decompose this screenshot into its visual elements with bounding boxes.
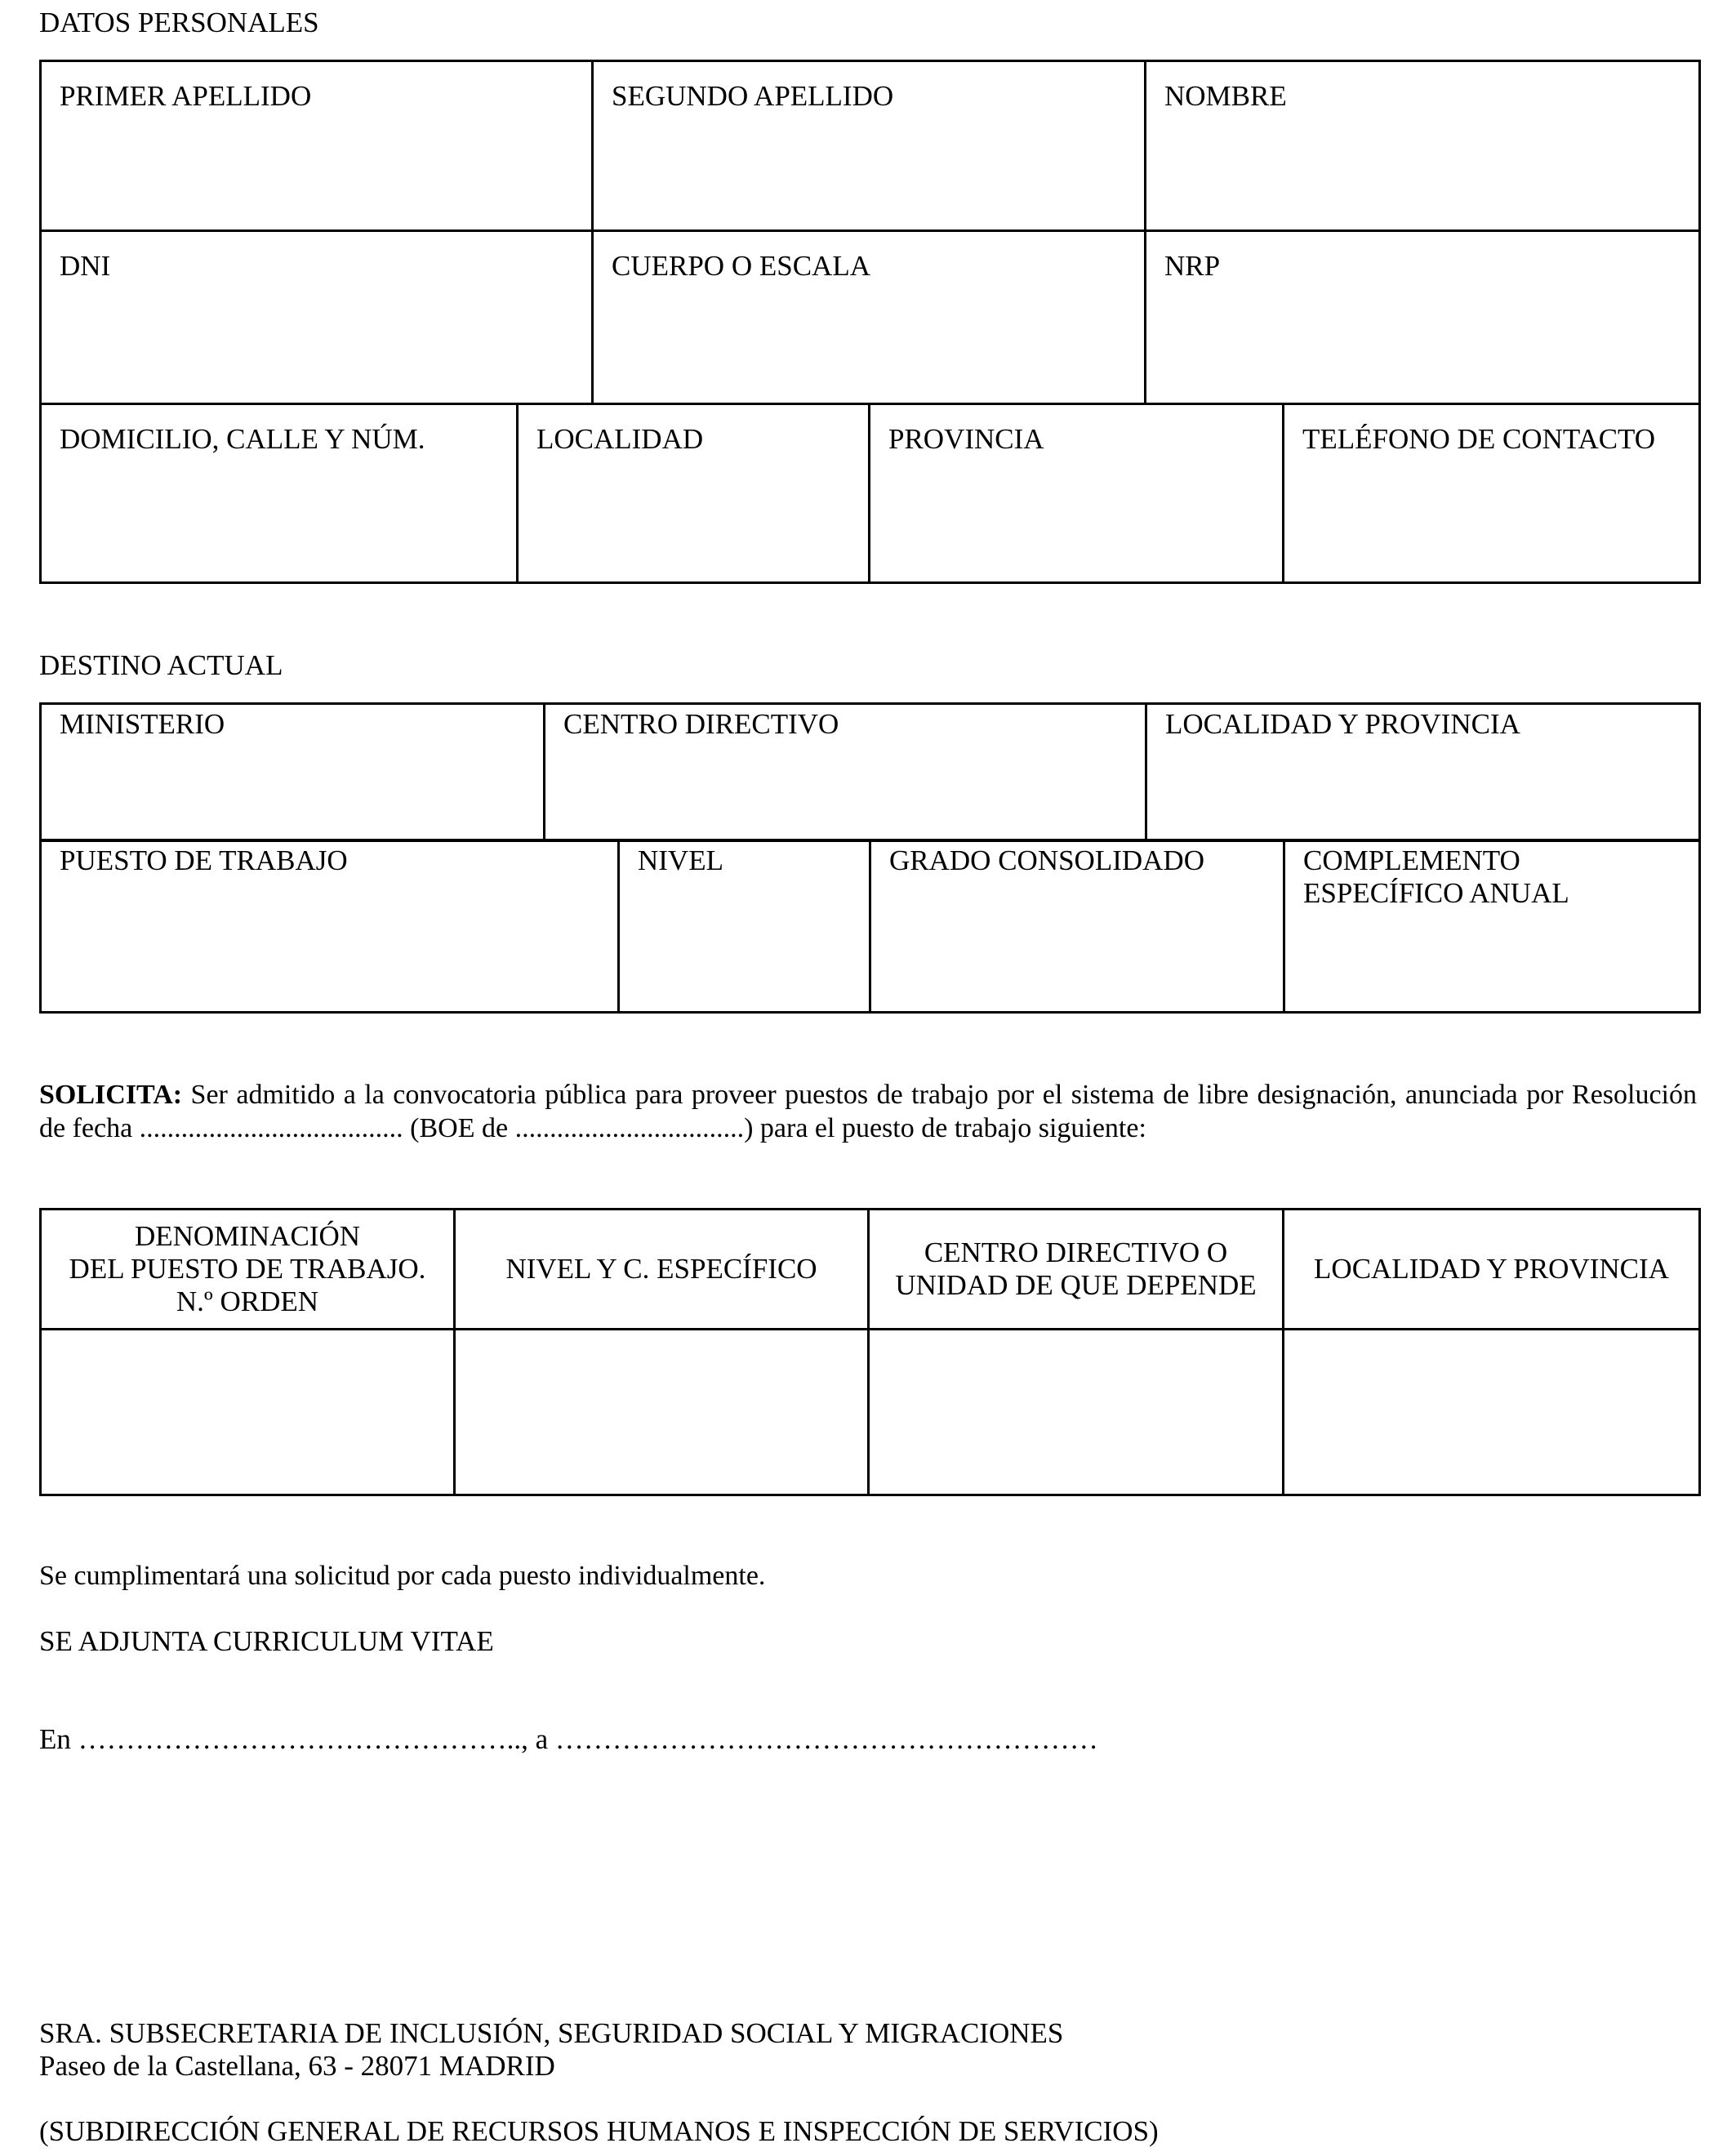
header-denominacion-line3: N.º ORDEN bbox=[176, 1285, 319, 1318]
field-complemento-especifico[interactable] bbox=[1284, 840, 1700, 1013]
field-domicilio[interactable]: DOMICILIO, CALLE Y NÚM. bbox=[41, 404, 518, 583]
input-localidad-provincia[interactable] bbox=[1284, 1330, 1700, 1495]
field-ministerio[interactable]: MINISTERIO bbox=[41, 704, 545, 841]
destino-table-top bbox=[39, 702, 1701, 842]
destino-table-bottom bbox=[39, 839, 1701, 1014]
field-primer-apellido[interactable]: PRIMER APELLIDO bbox=[41, 61, 593, 231]
addressee-unit: (SUBDIRECCIÓN GENERAL DE RECURSOS HUMANOS E INSPECCIÓN DE SERVICIOS) bbox=[39, 2115, 1159, 2147]
solicita-text: Ser admitido a la convocatoria pública para proveer puestos de trabajo por el sistema de libre designación, anunciada por Resolución de fecha ...................................... (BOE de .................................) para el puesto de trabajo siguiente: bbox=[39, 1080, 1697, 1144]
section-title-destino-actual: DESTINO ACTUAL bbox=[39, 649, 283, 681]
addressee: SRA. SUBSECRETARIA DE INCLUSIÓN, SEGURIDAD SOCIAL Y MIGRACIONES bbox=[39, 2017, 1064, 2049]
field-segundo-apellido[interactable]: SEGUNDO APELLIDO bbox=[593, 61, 1146, 231]
header-centro-line1: CENTRO DIRECTIVO O bbox=[924, 1236, 1228, 1268]
note-solicitud-individual: Se cumplimentará una solicitud por cada puesto individualmente. bbox=[39, 1561, 766, 1591]
header-nivel-especifico: NIVEL Y C. ESPECÍFICO bbox=[455, 1210, 869, 1330]
field-telefono-contacto[interactable]: TELÉFONO DE CONTACTO bbox=[1284, 404, 1700, 583]
field-localidad[interactable]: LOCALIDAD bbox=[518, 404, 870, 583]
field-nivel[interactable]: NIVEL bbox=[619, 840, 870, 1013]
field-grado-consolidado[interactable]: GRADO CONSOLIDADO bbox=[870, 840, 1284, 1013]
field-provincia[interactable]: PROVINCIA bbox=[870, 404, 1284, 583]
puesto-table bbox=[39, 1208, 1701, 1496]
input-centro-directivo[interactable] bbox=[869, 1330, 1284, 1495]
input-nivel-especifico[interactable] bbox=[455, 1330, 869, 1495]
field-nrp[interactable]: NRP bbox=[1146, 231, 1700, 404]
field-cuerpo-o-escala[interactable]: CUERPO O ESCALA bbox=[593, 231, 1146, 404]
field-nombre[interactable]: NOMBRE bbox=[1146, 61, 1700, 231]
note-curriculum: SE ADJUNTA CURRICULUM VITAE bbox=[39, 1625, 494, 1657]
place-date-line[interactable]: En ……………………………………….., a ………………………………………………… bbox=[39, 1723, 1098, 1755]
solicita-paragraph bbox=[39, 1078, 1697, 1146]
input-denominacion[interactable] bbox=[41, 1330, 455, 1495]
field-puesto-de-trabajo[interactable]: PUESTO DE TRABAJO bbox=[41, 840, 619, 1013]
header-denominacion-line1: DENOMINACIÓN bbox=[134, 1219, 361, 1252]
solicita-label: SOLICITA: bbox=[39, 1080, 183, 1110]
complemento-label-line1: COMPLEMENTO bbox=[1303, 844, 1520, 876]
personal-data-table-top bbox=[39, 60, 1701, 405]
header-denominacion-line2: DEL PUESTO DE TRABAJO. bbox=[69, 1252, 426, 1285]
personal-data-table-address bbox=[39, 403, 1701, 584]
header-centro-line2: UNIDAD DE QUE DEPENDE bbox=[895, 1269, 1257, 1301]
complemento-label-line2: ESPECÍFICO ANUAL bbox=[1303, 877, 1569, 910]
header-localidad-provincia: LOCALIDAD Y PROVINCIA bbox=[1284, 1210, 1700, 1330]
field-centro-directivo[interactable]: CENTRO DIRECTIVO bbox=[545, 704, 1146, 841]
header-centro-directivo bbox=[869, 1210, 1284, 1330]
field-dni[interactable]: DNI bbox=[41, 231, 593, 404]
section-title-datos-personales: DATOS PERSONALES bbox=[39, 7, 319, 38]
address: Paseo de la Castellana, 63 - 28071 MADRID bbox=[39, 2050, 555, 2082]
header-denominacion bbox=[41, 1210, 455, 1330]
field-localidad-y-provincia[interactable]: LOCALIDAD Y PROVINCIA bbox=[1146, 704, 1700, 841]
